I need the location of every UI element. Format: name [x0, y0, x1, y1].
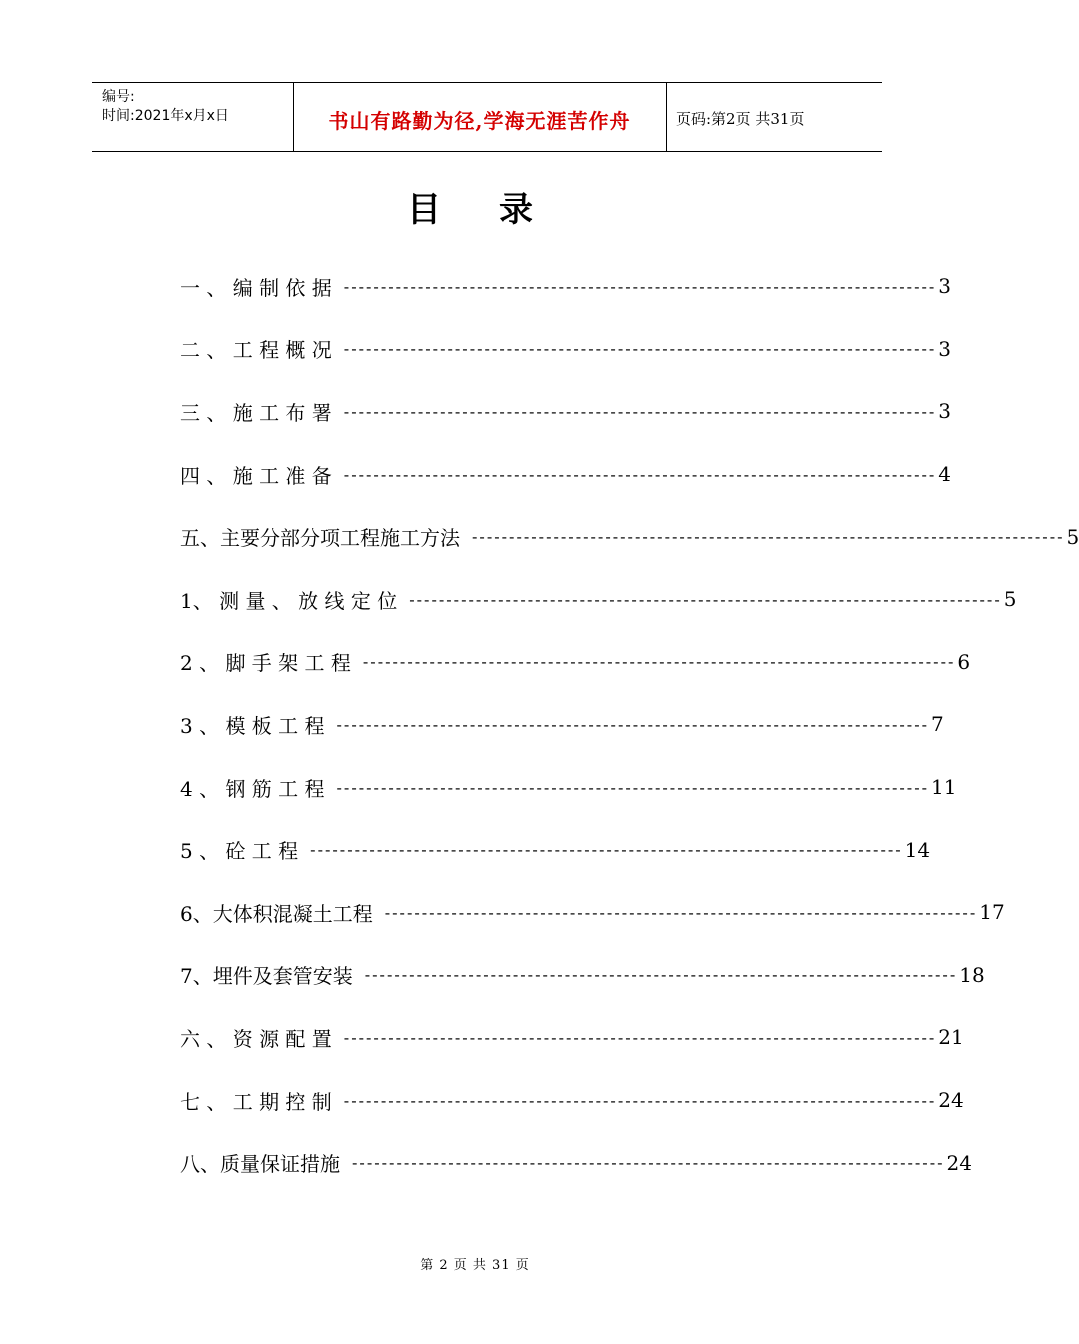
toc-entry-page: 11 [931, 775, 957, 800]
toc-entry-label: 6、大体积混凝土工程 [180, 901, 373, 926]
toc-leader-dashes: -------------------------------------------------------------------------------- [343, 464, 937, 484]
toc-entry-label: 五、主要分部分项工程施工方法 [180, 526, 460, 551]
toc-leader-dashes: -------------------------------------------------------------------------------- [336, 777, 930, 797]
toc-entry[interactable] [180, 881, 1005, 944]
toc-leader-dashes: -------------------------------------------------------------------------------- [384, 902, 978, 922]
header-motto: 书山有路勤为径,学海无涯苦作舟 [328, 109, 631, 133]
toc-entry-page: 24 [946, 1150, 972, 1175]
toc-entry-label: 二 、 工 程 概 况 [180, 338, 332, 363]
toc-entry-label: 1、 测 量 、 放 线 定 位 [180, 588, 398, 613]
toc-entry[interactable] [180, 756, 957, 819]
toc-leader-dashes: -------------------------------------------------------------------------------- [362, 652, 956, 672]
toc-leader-dashes: -------------------------------------------------------------------------------- [409, 589, 1002, 609]
toc-entry[interactable] [180, 318, 952, 381]
toc-leader-dashes: -------------------------------------------------------------------------------- [336, 714, 930, 734]
toc-leader-dashes: -------------------------------------------------------------------------------- [343, 1027, 937, 1047]
document-number-label: 编号: [102, 89, 135, 105]
toc-entry-page: 17 [979, 900, 1005, 925]
toc-entry-page: 14 [904, 837, 931, 862]
toc-leader-dashes: -------------------------------------------------------------------------------- [343, 1090, 937, 1110]
toc-entry-page: 5 [1066, 524, 1079, 549]
toc-leader-dashes: -------------------------------------------------------------------------------- [343, 339, 937, 359]
toc-entry[interactable] [180, 443, 952, 506]
document-time-label: 时间:2021年x月x日 [102, 108, 229, 124]
header-meta-cell [92, 83, 294, 151]
toc-entry-page: 3 [938, 399, 952, 424]
toc-entry-label: 5 、 砼 工 程 [180, 839, 299, 864]
toc-entry[interactable] [180, 818, 931, 881]
page-footer: 第 2 页 共 31 页 [420, 1258, 530, 1273]
toc-entry-label: 2 、 脚 手 架 工 程 [180, 651, 351, 676]
header-page-cell [666, 83, 882, 151]
toc-entry-label: 七 、 工 期 控 制 [180, 1089, 332, 1114]
toc-entry-label: 一 、 编 制 依 据 [180, 275, 332, 300]
toc-entry[interactable] [180, 568, 1017, 631]
toc-entry-page: 5 [1003, 587, 1017, 612]
toc-entry-label: 八、质量保证措施 [180, 1152, 340, 1177]
toc-entry[interactable] [180, 1069, 964, 1132]
toc-leader-dashes: -------------------------------------------------------------------------------- [472, 527, 1065, 547]
page-header [92, 82, 882, 152]
toc-entry[interactable] [180, 505, 1079, 568]
header-page-info: 页码:第2页 共31页 [676, 110, 805, 128]
toc-entry-label: 四 、 施 工 准 备 [180, 463, 332, 488]
toc-entry-label: 三 、 施 工 布 署 [180, 400, 332, 425]
toc-entry[interactable] [180, 1131, 972, 1194]
toc-leader-dashes: -------------------------------------------------------------------------------- [310, 840, 903, 860]
toc-leader-dashes: -------------------------------------------------------------------------------- [352, 1153, 945, 1173]
toc-entry[interactable] [180, 944, 985, 1007]
toc-entry-page: 4 [938, 462, 952, 487]
toc-entry-page: 6 [957, 649, 971, 674]
toc-leader-dashes: -------------------------------------------------------------------------------- [343, 401, 937, 421]
table-of-contents [180, 255, 1079, 1194]
toc-entry[interactable] [180, 693, 944, 756]
page-title: 目录 [407, 190, 591, 230]
header-motto-cell [293, 83, 667, 151]
toc-leader-dashes: -------------------------------------------------------------------------------- [343, 276, 937, 296]
toc-entry-page: 3 [938, 336, 952, 361]
toc-entry-page: 7 [931, 712, 944, 737]
toc-entry-page: 3 [938, 274, 952, 299]
toc-entry-label: 4 、 钢 筋 工 程 [180, 776, 325, 801]
toc-entry[interactable] [180, 631, 971, 694]
toc-entry-label: 六 、 资 源 配 置 [180, 1026, 332, 1051]
toc-entry[interactable] [180, 380, 952, 443]
toc-entry[interactable] [180, 255, 952, 318]
toc-entry-page: 21 [938, 1025, 964, 1050]
toc-entry-label: 7、埋件及套管安装 [180, 964, 353, 989]
toc-entry-page: 24 [938, 1088, 964, 1113]
toc-leader-dashes: -------------------------------------------------------------------------------- [364, 965, 958, 985]
toc-entry-page: 18 [959, 962, 985, 987]
toc-entry[interactable] [180, 1006, 964, 1069]
toc-entry-label: 3 、 模 板 工 程 [180, 713, 325, 738]
